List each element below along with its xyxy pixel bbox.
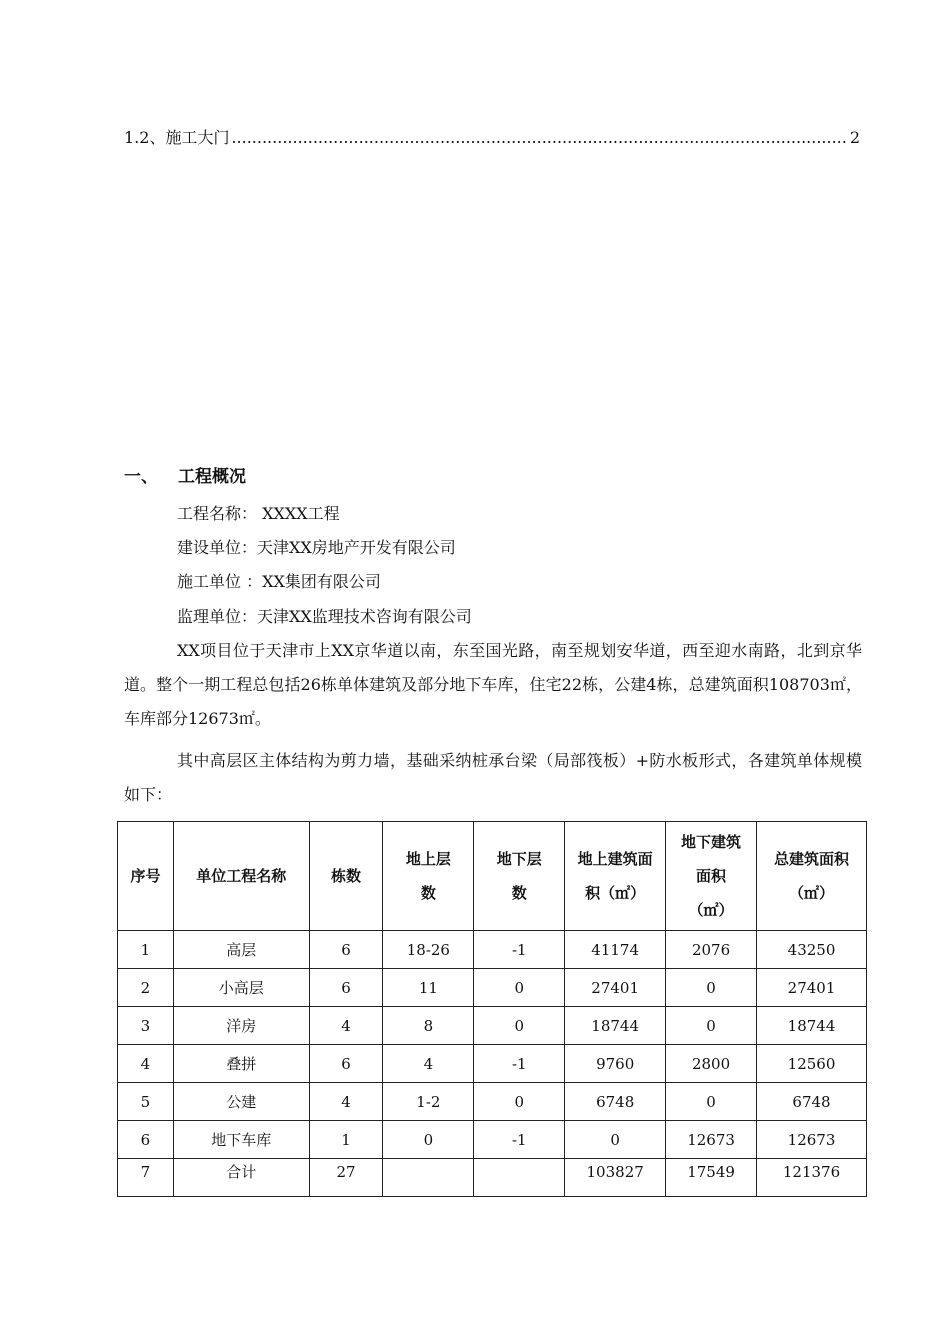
table-row bbox=[118, 931, 867, 969]
table-cell: -1 bbox=[474, 1121, 565, 1159]
table-cell: 0 bbox=[474, 1083, 565, 1121]
header-cell: 栋数 bbox=[309, 822, 383, 931]
table-cell: 4 bbox=[118, 1045, 174, 1083]
header-cell: 地上建筑面积（㎡） bbox=[565, 822, 666, 931]
table-cell: -1 bbox=[474, 1045, 565, 1083]
table-cell: 6 bbox=[118, 1121, 174, 1159]
table-cell: 1 bbox=[309, 1121, 383, 1159]
table-cell: 4 bbox=[383, 1045, 474, 1083]
table-cell: 1 bbox=[118, 931, 174, 969]
table-cell: 27 bbox=[309, 1159, 383, 1197]
table-cell: 叠拼 bbox=[173, 1045, 309, 1083]
builder-line: 建设单位：天津XX房地产开发有限公司 bbox=[177, 538, 456, 557]
table-row bbox=[118, 1121, 867, 1159]
table-cell: 6 bbox=[309, 969, 383, 1007]
table-cell: 3 bbox=[118, 1007, 174, 1045]
table-cell: 1-2 bbox=[383, 1083, 474, 1121]
table-cell: 6 bbox=[309, 1045, 383, 1083]
header-cell: 地下建筑面积（㎡） bbox=[666, 822, 757, 931]
section-title: 工程概况 bbox=[178, 467, 246, 487]
location-paragraph: XX项目位于天津市上XX京华道以南，东至国光路，南至规划安华道，西至迎水南路，北到京华道。整个一期工程总包括26栋单体建筑及部分地下车库，住宅22栋，公建4栋，总建筑面积108703㎡，车库部分12673㎡。 bbox=[124, 641, 862, 728]
table-cell: 17549 bbox=[666, 1159, 757, 1197]
table-cell: 18744 bbox=[565, 1007, 666, 1045]
table-cell: 5 bbox=[118, 1083, 174, 1121]
table-cell: 27401 bbox=[565, 969, 666, 1007]
table-cell: 9760 bbox=[565, 1045, 666, 1083]
table-row bbox=[118, 1045, 867, 1083]
project-name-line: 工程名称： XXXX工程 bbox=[177, 504, 340, 523]
header-cell: 单位工程名称 bbox=[173, 822, 309, 931]
table-cell: 2800 bbox=[666, 1045, 757, 1083]
table-cell: 6748 bbox=[757, 1083, 867, 1121]
table-cell: 27401 bbox=[757, 969, 867, 1007]
table-cell: 2 bbox=[118, 969, 174, 1007]
header-cell: 序号 bbox=[118, 822, 174, 931]
table-cell: 12673 bbox=[666, 1121, 757, 1159]
table-cell: 41174 bbox=[565, 931, 666, 969]
table-cell: 0 bbox=[383, 1121, 474, 1159]
toc-dot-leader bbox=[231, 126, 847, 150]
table-header-row bbox=[118, 822, 867, 931]
table-cell: 洋房 bbox=[173, 1007, 309, 1045]
table-cell: 合计 bbox=[173, 1159, 309, 1197]
table-row bbox=[118, 1083, 867, 1121]
table-cell: 0 bbox=[474, 969, 565, 1007]
header-cell: 地上层数 bbox=[383, 822, 474, 931]
header-cell: 地下层数 bbox=[474, 822, 565, 931]
section-heading bbox=[124, 462, 246, 487]
table-cell: 11 bbox=[383, 969, 474, 1007]
table-cell: 4 bbox=[309, 1083, 383, 1121]
table-cell bbox=[383, 1159, 474, 1197]
table-cell: 高层 bbox=[173, 931, 309, 969]
table-cell: 6 bbox=[309, 931, 383, 969]
table-cell: 地下车库 bbox=[173, 1121, 309, 1159]
table-cell: -1 bbox=[474, 931, 565, 969]
section-number: 一、 bbox=[124, 467, 158, 487]
table-cell: 103827 bbox=[565, 1159, 666, 1197]
table-cell: 公建 bbox=[173, 1083, 309, 1121]
table-total-row bbox=[118, 1159, 867, 1197]
table-cell: 121376 bbox=[757, 1159, 867, 1197]
table-cell: 小高层 bbox=[173, 969, 309, 1007]
structure-paragraph: 其中高层区主体结构为剪力墙，基础采纳桩承台梁（局部筏板）+防水板形式，各建筑单体规模如下： bbox=[124, 751, 862, 804]
building-scale-table bbox=[117, 821, 867, 1197]
header-cell: 总建筑面积（㎡） bbox=[757, 822, 867, 931]
table-cell: 0 bbox=[666, 1007, 757, 1045]
toc-entry-page-number: 2 bbox=[849, 128, 860, 147]
table-cell: 7 bbox=[118, 1159, 174, 1197]
table-cell: 12560 bbox=[757, 1045, 867, 1083]
toc-entry[interactable] bbox=[124, 126, 860, 150]
table-cell: 0 bbox=[565, 1121, 666, 1159]
table-cell: 43250 bbox=[757, 931, 867, 969]
table-cell: 2076 bbox=[666, 931, 757, 969]
table-row bbox=[118, 969, 867, 1007]
table-cell: 0 bbox=[666, 1083, 757, 1121]
table-cell: 12673 bbox=[757, 1121, 867, 1159]
table-cell bbox=[474, 1159, 565, 1197]
table-cell: 6748 bbox=[565, 1083, 666, 1121]
table-row bbox=[118, 1007, 867, 1045]
table-cell: 0 bbox=[474, 1007, 565, 1045]
table-cell: 4 bbox=[309, 1007, 383, 1045]
contractor-line: 施工单位 ：XX集团有限公司 bbox=[177, 572, 381, 591]
table-cell: 18-26 bbox=[383, 931, 474, 969]
supervisor-line: 监理单位：天津XX监理技术咨询有限公司 bbox=[177, 607, 472, 626]
toc-entry-label: 1.2、施工大门 bbox=[124, 128, 230, 147]
table-cell: 18744 bbox=[757, 1007, 867, 1045]
table-cell: 8 bbox=[383, 1007, 474, 1045]
table-cell: 0 bbox=[666, 969, 757, 1007]
